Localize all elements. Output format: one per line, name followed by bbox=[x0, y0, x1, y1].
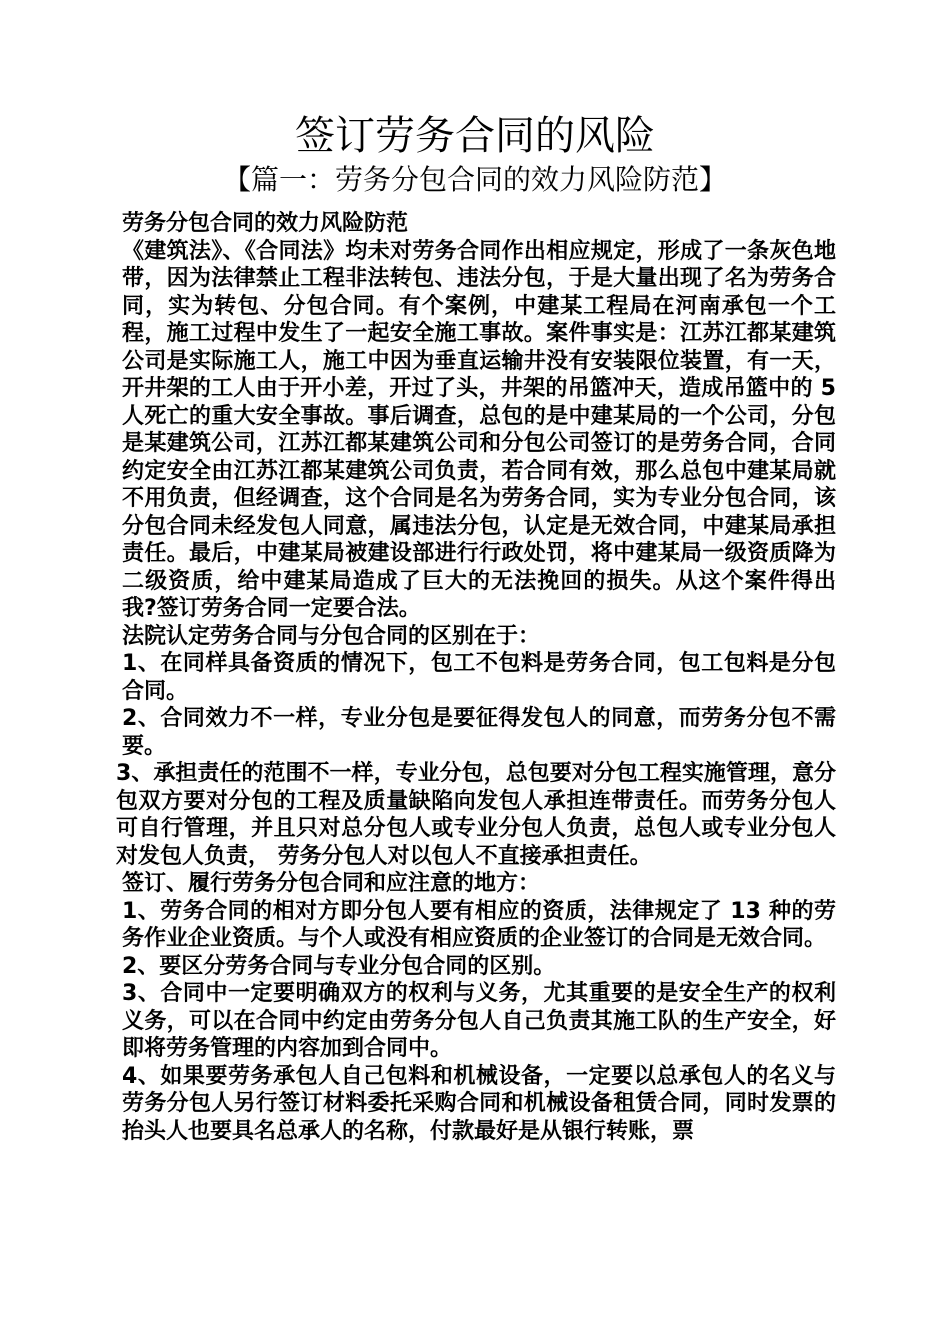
list-item: 4、如果要劳务承包人自己包料和机械设备，一定要以总承包人的名义与劳务分包人另行签订材料委托采购合同和机械设备租赁合同，同时发票的抬头人也要具名总承人的名称，付款最好是从银行转账，票 bbox=[122, 1063, 836, 1144]
list-item: 3、承担责任的范围不一样，专业分包，总包要对分包工程实施管理，意分包双方要对分包的工程及质量缺陷向发包人承担连带责任。而劳务分包人可自行管理，并且只对总分包人或专业分包人负责，总包人或专业分包人对发包人负责， 劳务分包人对以包人不直接承担责任。 bbox=[116, 761, 836, 869]
list-item: 2、合同效力不一样，专业分包是要征得发包人的同意，而劳务分包不需要。 bbox=[122, 706, 836, 759]
document-subtitle: 【篇一：劳务分包合同的效力风险防范】 bbox=[222, 163, 727, 196]
list-item: 2、要区分劳务合同与专业分包合同的区别。 bbox=[122, 953, 556, 979]
list-item: 3、合同中一定要明确双方的权利与义务，尤其重要的是安全生产的权利义务，可以在合同中约定由劳务分包人自己负责其施工队的生产安全，好即将劳务管理的内容加到合同中。 bbox=[122, 981, 836, 1061]
section-heading: 劳务分包合同的效力风险防范 bbox=[122, 211, 409, 236]
list-item: 1、劳务合同的相对方即分包人要有相应的资质，法律规定了 13 种的劳务作业企业资质。与个人或没有相应资质的企业签订的合同是无效合同。 bbox=[122, 898, 836, 951]
document-body bbox=[116, 210, 836, 1145]
body-paragraph: 《建筑法》、《合同法》均未对劳务合同作出相应规定，形成了一条灰色地带，因为法律禁止工程非法转包、违法分包，于是大量出现了名为劳务合同，实为转包、分包合同。有个案例，中建某工程局在河南承包一个工程，施工过程中发生了一起安全施工事故。案件事实是：江苏江都某建筑公司是实际施工人，施工中因为垂直运输井没有安装限位装置，有一天，开井架的工人由于开小差，开过了头，井架的吊篮冲天，造成吊篮中的 5 人死亡的重大安全事故。事后调查，总包的是中建某局的一个公司，分包是某建筑公司，江苏江都某建筑公司和分包公司签订的是劳务合同，合同约定安全由江苏江都某建筑公司负责，若合同有效，那么总包中建某局就不用负责，但经调查，这个合同是名为劳务合同，实为专业分包合同，该分包合同未经发包人同意，属违法分包，认定是无效合同，中建某局承担责任。最后，中建某局被建设部进行行政处罚，将中建某局一级资质降为二级资质，给中建某局造成了巨大的无法挽回的损失。从这个案件得出我?签订劳务合同一定要合法。 bbox=[122, 238, 836, 621]
list-item: 1、在同样具备资质的情况下，包工不包料是劳务合同，包工包料是分包合同。 bbox=[122, 651, 836, 704]
document-title: 签订劳务合同的风险 bbox=[295, 113, 655, 159]
section-heading: 签订、履行劳务分包合同和应注意的地方： bbox=[122, 871, 541, 896]
section-heading: 法院认定劳务合同与分包合同的区别在于： bbox=[122, 623, 541, 649]
